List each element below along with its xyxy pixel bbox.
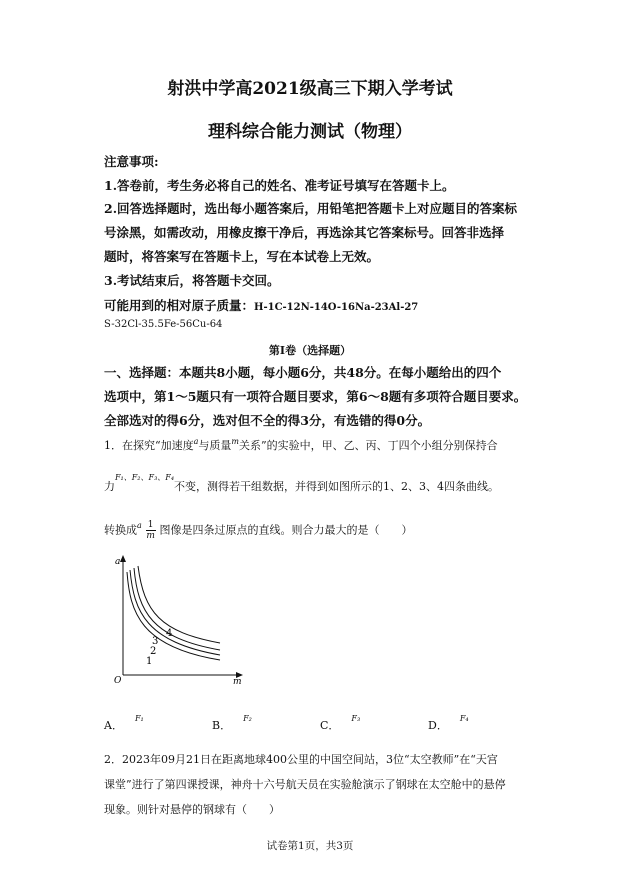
atomic-mass-label: 可能用到的相对原子质量： xyxy=(104,298,255,313)
section-intro-2: 选项中，第1～5题只有一项符合题目要求，第6～8题有多项符合题目要求。 xyxy=(104,389,527,404)
q1-symbol-m: m xyxy=(231,437,239,446)
curve-label-3: 3 xyxy=(152,636,159,647)
option-a[interactable] xyxy=(104,714,144,733)
q1-text-b: 与质量 xyxy=(198,439,232,452)
note-line-3: 号涂黑，如需改动，用橡皮擦干净后，再选涂其它答案标号。回答非选择 xyxy=(104,225,505,240)
option-a-letter: A． xyxy=(104,719,123,732)
note-line-5: 3.考试结束后，将答题卡交回。 xyxy=(104,273,280,288)
q1-text-force: 力 xyxy=(104,480,115,493)
exam-title: 射洪中学高2021级高三下期入学考试 xyxy=(167,79,453,99)
page-footer: 试卷第1页，共3页 xyxy=(266,840,354,852)
notes-heading: 注意事项: xyxy=(104,154,159,169)
option-d[interactable] xyxy=(428,714,469,733)
option-b-value: F₂ xyxy=(243,714,252,723)
q1-symbol-a: a xyxy=(193,437,199,446)
q2-line-1: 2．2023年09月21日在距离地球400公里的中国空间站，3位“太空教师”在“天宫 xyxy=(104,753,498,766)
q1-fraction xyxy=(146,520,156,541)
q1-text-question: 图像是四条过原点的直线。则合力最大的是（ ） xyxy=(159,523,413,537)
exam-subtitle: 理科综合能力测试（物理） xyxy=(208,122,412,142)
option-c-letter: C． xyxy=(320,719,340,732)
q1-text-convert: 转换成 xyxy=(104,523,137,537)
option-b[interactable] xyxy=(212,714,252,733)
y-axis-arrow xyxy=(120,555,126,562)
q1-line-2 xyxy=(104,473,500,494)
section-intro-3: 全部选对的得6分，选对但不全的得3分，有选错的得0分。 xyxy=(104,413,431,428)
note-line-1: 1.答卷前，考生务必将自己的姓名、准考证号填写在答题卡上。 xyxy=(104,178,455,193)
fraction-denominator: m xyxy=(146,531,155,541)
curve-label-4: 4 xyxy=(166,628,173,639)
origin-label: O xyxy=(114,676,122,686)
x-axis-label: m xyxy=(233,677,242,687)
option-b-letter: B． xyxy=(212,719,232,732)
curve-label-2: 2 xyxy=(150,646,157,657)
section-intro-1: 一、选择题：本题共8小题，每小题6分，共48分。在每小题给出的四个 xyxy=(104,365,502,380)
note-line-2: 2.回答选择题时，选出每小题答案后，用铅笔把答题卡上对应题目的答案标 xyxy=(104,201,518,216)
option-d-value: F₄ xyxy=(459,714,469,723)
y-axis-label: a xyxy=(115,557,121,567)
q1-text-c: 关系”的实验中，甲、乙、丙、丁四个小组分别保持合 xyxy=(239,439,498,452)
q1-forces: F₁、F₂、F₃、F₄ xyxy=(115,473,175,482)
curve-label-1: 1 xyxy=(146,656,153,667)
atomic-mass-values-1: H-1C-12N-14O-16Na-23Al-27 xyxy=(254,302,419,313)
atomic-mass-values-2: S-32Cl-35.5Fe-56Cu-64 xyxy=(104,319,223,330)
option-a-value: F₁ xyxy=(134,714,144,723)
curve-2 xyxy=(130,570,220,655)
note-line-4: 题时，将答案写在答题卡上，写在本试卷上无效。 xyxy=(104,249,380,264)
section-title: 第I卷（选择题） xyxy=(268,344,352,357)
curve-3 xyxy=(134,568,220,650)
option-c[interactable] xyxy=(320,714,361,733)
q1-line-1 xyxy=(104,437,498,453)
a-m-graph xyxy=(110,552,250,687)
atomic-mass-line xyxy=(104,295,418,314)
q1-line-3 xyxy=(104,520,413,541)
q2-line-2: 课堂”进行了第四课授课，神舟十六号航天员在实验舱演示了钢球在太空舱中的悬停 xyxy=(104,778,506,791)
q1-text-curves: 不变，测得若干组数据，并得到如图所示的1、2、3、4四条曲线。 xyxy=(174,480,500,493)
q1-symbol-a-2: a xyxy=(137,520,142,530)
q1-text-a: 1．在探究“加速度 xyxy=(104,439,194,452)
option-d-letter: D． xyxy=(428,719,448,732)
q2-line-3: 现象。则针对悬停的钢球有（ ） xyxy=(104,803,280,816)
fraction-numerator: 1 xyxy=(147,520,154,530)
option-c-value: F₃ xyxy=(351,714,361,723)
